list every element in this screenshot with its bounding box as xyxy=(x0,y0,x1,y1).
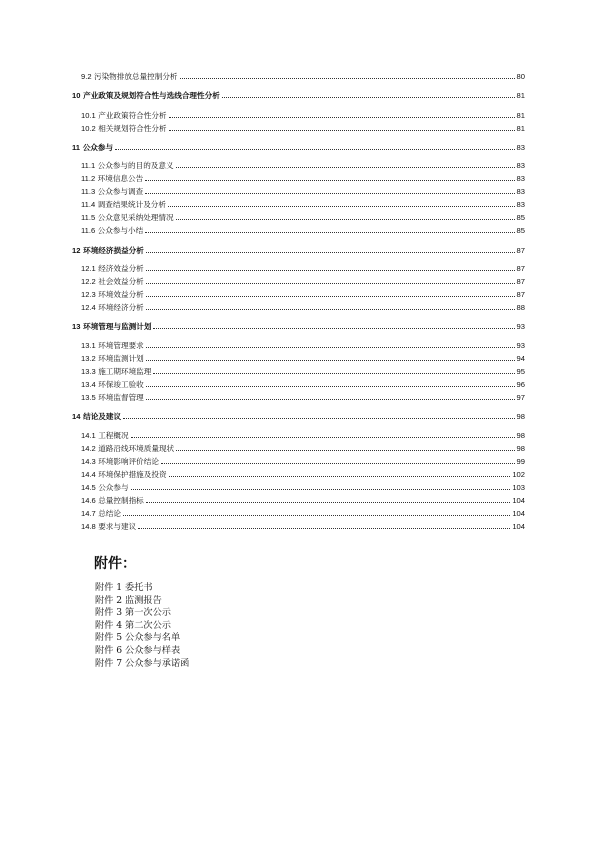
toc-entry[interactable] xyxy=(72,411,525,421)
attachment-item: 附件 7 公众参与承诺函 xyxy=(95,657,190,669)
toc-entry-label: 施工期环境监理 xyxy=(98,367,152,376)
attachment-item: 附件 4 第二次公示 xyxy=(95,619,171,631)
toc-page-number: 87 xyxy=(516,246,525,255)
toc-page-number: 81 xyxy=(516,111,525,120)
toc-entry-label: 公众参与 xyxy=(82,143,114,152)
toc-entry-label: 公众参与小结 xyxy=(97,226,144,235)
toc-dot-leader xyxy=(146,296,515,297)
toc-entry-title xyxy=(81,161,174,170)
toc-page-number: 83 xyxy=(516,161,525,170)
toc-entry[interactable] xyxy=(81,263,525,273)
attachment-item: 附件 2 监测报告 xyxy=(95,594,162,606)
toc-entry-number: 14.4 xyxy=(81,470,96,479)
toc-entry-number: 12.3 xyxy=(81,290,96,299)
toc-page-number: 98 xyxy=(516,444,525,453)
toc-dot-leader xyxy=(161,463,515,464)
toc-page-number: 97 xyxy=(516,393,525,402)
toc-entry-title xyxy=(81,277,144,286)
toc-page-number: 98 xyxy=(516,431,525,440)
toc-entry-number: 14.1 xyxy=(81,431,96,440)
attachment-item: 附件 3 第一次公示 xyxy=(95,607,171,619)
toc-entry-label: 产业政策及规划符合性与选线合理性分析 xyxy=(83,91,220,100)
toc-page-number: 103 xyxy=(512,483,525,492)
toc-entry[interactable] xyxy=(81,340,525,350)
toc-entry-title xyxy=(81,264,144,273)
toc-entry-number: 13.1 xyxy=(81,341,96,350)
toc-entry-title xyxy=(72,246,144,255)
toc-entry[interactable] xyxy=(72,321,525,331)
toc-entry-label: 环境影响评价结论 xyxy=(98,457,159,466)
toc-page-number: 87 xyxy=(516,277,525,286)
toc-entry[interactable] xyxy=(81,110,525,120)
toc-page-number: 94 xyxy=(516,354,525,363)
toc-entry-number: 14.2 xyxy=(81,444,96,453)
attachment-item: 附件 6 公众参与样表 xyxy=(95,644,181,656)
toc-page-number: 104 xyxy=(512,509,525,518)
toc-entry-title xyxy=(81,522,136,531)
toc-entry-number: 11.1 xyxy=(81,161,96,170)
attachments-list xyxy=(95,582,189,670)
toc-entry[interactable] xyxy=(81,71,525,81)
toc-entry-title xyxy=(81,354,144,363)
toc-dot-leader xyxy=(123,515,510,516)
toc-entry[interactable] xyxy=(81,366,525,376)
toc-entry-label: 社会效益分析 xyxy=(98,277,144,286)
toc-entry-title xyxy=(81,303,144,312)
toc-entry-number: 14.7 xyxy=(81,509,96,518)
toc-entry-label: 总量控制指标 xyxy=(98,496,144,505)
toc-entry-label: 总结论 xyxy=(98,509,121,518)
toc-entry[interactable] xyxy=(81,443,525,453)
toc-entry-label: 环境管理与监测计划 xyxy=(83,322,152,331)
toc-entry-label: 产业政策符合性分析 xyxy=(98,111,167,120)
attachment-item: 附件 5 公众参与名单 xyxy=(95,632,181,644)
attachments-heading: 附件： xyxy=(94,556,136,572)
toc-entry-label: 要求与建议 xyxy=(98,522,137,531)
toc-entry-label: 环境管理要求 xyxy=(98,341,144,350)
toc-entry-title xyxy=(81,290,144,299)
toc-page-number: 87 xyxy=(516,290,525,299)
toc-entry-label: 环境经济损益分析 xyxy=(83,246,144,255)
toc-page-number: 93 xyxy=(516,341,525,350)
toc-entry-number: 11.6 xyxy=(81,226,96,235)
toc-entry[interactable] xyxy=(81,212,525,222)
toc-entry-number: 12.4 xyxy=(81,303,96,312)
toc-entry[interactable] xyxy=(81,225,525,235)
toc-dot-leader xyxy=(123,418,514,419)
toc-page-number: 83 xyxy=(516,174,525,183)
toc-page-number: 83 xyxy=(516,143,525,152)
toc-entry-title xyxy=(81,200,166,209)
toc-dot-leader xyxy=(146,386,515,387)
toc-entry-title xyxy=(81,72,178,81)
toc-entry-label: 环保竣工验收 xyxy=(98,380,144,389)
toc-entry[interactable] xyxy=(72,90,525,100)
toc-page-number: 98 xyxy=(516,412,525,421)
toc-entry-label: 结论及建议 xyxy=(83,412,122,421)
toc-entry-title xyxy=(81,226,143,235)
toc-dot-leader xyxy=(146,252,515,253)
toc-entry-title xyxy=(81,483,129,492)
toc-entry[interactable] xyxy=(81,276,525,286)
toc-entry-title xyxy=(72,412,121,421)
toc-entry-title xyxy=(81,470,167,479)
toc-entry-title xyxy=(72,91,220,100)
toc-entry-label: 环境监测计划 xyxy=(98,354,144,363)
toc-entry-number: 14.8 xyxy=(81,522,96,531)
toc-entry[interactable] xyxy=(81,123,525,133)
toc-entry-number: 12.2 xyxy=(81,277,96,286)
toc-entry[interactable] xyxy=(81,289,525,299)
toc-page-number: 104 xyxy=(512,522,525,531)
toc-entry-number: 11 xyxy=(72,143,81,152)
toc-page-number: 95 xyxy=(516,367,525,376)
toc-entry-title xyxy=(81,457,159,466)
toc-entry-label: 公众参与 xyxy=(98,483,129,492)
toc-dot-leader xyxy=(169,117,515,118)
toc-entry-label: 调查结果统计及分析 xyxy=(97,200,166,209)
toc-entry-number: 13 xyxy=(72,322,81,331)
toc-entry-number: 10 xyxy=(72,91,81,100)
toc-page-number: 85 xyxy=(516,213,525,222)
toc-entry-label: 环境经济分析 xyxy=(98,303,144,312)
toc-entry-title xyxy=(81,174,143,183)
toc-dot-leader xyxy=(176,167,515,168)
toc-entry[interactable] xyxy=(81,521,525,531)
toc-entry-number: 10.2 xyxy=(81,124,96,133)
toc-entry[interactable] xyxy=(81,379,525,389)
toc-entry[interactable] xyxy=(81,302,525,312)
toc-dot-leader xyxy=(176,219,515,220)
toc-entry-title xyxy=(72,322,151,331)
toc-entry[interactable] xyxy=(81,469,525,479)
toc-dot-leader xyxy=(146,399,515,400)
toc-entry-title xyxy=(81,213,174,222)
toc-dot-leader xyxy=(168,206,515,207)
toc-page-number: 87 xyxy=(516,264,525,273)
toc-entry-number: 13.3 xyxy=(81,367,96,376)
toc-dot-leader xyxy=(145,232,514,233)
toc-entry[interactable] xyxy=(81,199,525,209)
toc-entry-title xyxy=(81,380,144,389)
toc-dot-leader xyxy=(138,528,510,529)
toc-dot-leader xyxy=(146,309,515,310)
toc-entry-number: 9.2 xyxy=(81,72,92,81)
toc-entry-label: 道路沿线环境质量现状 xyxy=(98,444,175,453)
toc-entry[interactable] xyxy=(81,456,525,466)
toc-entry-number: 11.2 xyxy=(81,174,96,183)
toc-page-number: 96 xyxy=(516,380,525,389)
toc-page-number: 102 xyxy=(512,470,525,479)
toc-page-number: 81 xyxy=(516,124,525,133)
toc-entry-number: 14.5 xyxy=(81,483,96,492)
toc-page-number: 83 xyxy=(516,200,525,209)
toc-entry-number: 13.2 xyxy=(81,354,96,363)
toc-dot-leader xyxy=(180,78,515,79)
toc-dot-leader xyxy=(145,193,514,194)
toc-entry-label: 污染物排放总量控制分析 xyxy=(93,72,178,81)
toc-entry-title xyxy=(81,367,151,376)
toc-entry-label: 环境效益分析 xyxy=(98,290,144,299)
toc-entry-number: 13.4 xyxy=(81,380,96,389)
toc-entry-title xyxy=(81,496,144,505)
toc-entry-number: 12.1 xyxy=(81,264,96,273)
toc-dot-leader xyxy=(169,476,511,477)
toc-page-number: 104 xyxy=(512,496,525,505)
toc-page-number: 81 xyxy=(516,91,525,100)
toc-page-number: 85 xyxy=(516,226,525,235)
toc-entry-label: 经济效益分析 xyxy=(98,264,144,273)
toc-entry-number: 10.1 xyxy=(81,111,96,120)
toc-entry-label: 环境监督管理 xyxy=(98,393,144,402)
toc-entry[interactable] xyxy=(81,160,525,170)
toc-entry-title xyxy=(81,187,143,196)
toc-entry-number: 14.6 xyxy=(81,496,96,505)
toc-entry[interactable] xyxy=(81,173,525,183)
toc-dot-leader xyxy=(146,283,515,284)
toc-entry-title xyxy=(81,341,144,350)
toc-entry-title xyxy=(81,509,121,518)
toc-entry-label: 环境信息公告 xyxy=(97,174,144,183)
toc-entry-number: 14 xyxy=(72,412,81,421)
toc-entry[interactable] xyxy=(81,392,525,402)
toc-entry-label: 环境保护措施及投资 xyxy=(98,470,167,479)
toc-dot-leader xyxy=(145,180,514,181)
toc-entry-title xyxy=(81,431,129,440)
toc-dot-leader xyxy=(131,489,511,490)
toc-entry-number: 13.5 xyxy=(81,393,96,402)
toc-entry-number: 14.3 xyxy=(81,457,96,466)
toc-entry-label: 公众参与调查 xyxy=(97,187,144,196)
toc-dot-leader xyxy=(153,373,514,374)
toc-page-number: 80 xyxy=(516,72,525,81)
toc-entry[interactable] xyxy=(81,353,525,363)
toc-dot-leader xyxy=(131,437,515,438)
toc-entry-title xyxy=(81,124,167,133)
toc-dot-leader xyxy=(146,502,511,503)
toc-page-number: 99 xyxy=(516,457,525,466)
toc-page-number: 93 xyxy=(516,322,525,331)
toc-dot-leader xyxy=(146,360,515,361)
toc-page-number: 83 xyxy=(516,187,525,196)
toc-entry-title xyxy=(81,111,167,120)
toc-entry[interactable] xyxy=(81,495,525,505)
toc-entry[interactable] xyxy=(72,142,525,152)
toc-entry[interactable] xyxy=(81,186,525,196)
toc-entry-number: 11.5 xyxy=(81,213,96,222)
toc-dot-leader xyxy=(169,130,515,131)
toc-entry[interactable] xyxy=(81,430,525,440)
toc-page-number: 88 xyxy=(516,303,525,312)
toc-dot-leader xyxy=(222,97,515,98)
toc-dot-leader xyxy=(146,270,515,271)
toc-entry-title xyxy=(81,393,144,402)
toc-dot-leader xyxy=(176,450,514,451)
toc-entry[interactable] xyxy=(72,245,525,255)
attachment-item: 附件 1 委托书 xyxy=(95,582,153,593)
toc-entry-title xyxy=(81,444,174,453)
toc-entry-number: 12 xyxy=(72,246,81,255)
toc-entry-label: 相关规划符合性分析 xyxy=(98,124,167,133)
toc-entry-number: 11.3 xyxy=(81,187,96,196)
toc-entry[interactable] xyxy=(81,482,525,492)
toc-entry-label: 公众参与的目的及意义 xyxy=(97,161,174,170)
toc-entry-number: 11.4 xyxy=(81,200,96,209)
toc-dot-leader xyxy=(146,347,515,348)
toc-entry-label: 工程概况 xyxy=(98,431,129,440)
toc-dot-leader xyxy=(153,328,514,329)
toc-entry-label: 公众意见采纳处理情况 xyxy=(97,213,174,222)
toc-entry[interactable] xyxy=(81,508,525,518)
toc-entry-title xyxy=(72,143,113,152)
toc-dot-leader xyxy=(115,149,514,150)
